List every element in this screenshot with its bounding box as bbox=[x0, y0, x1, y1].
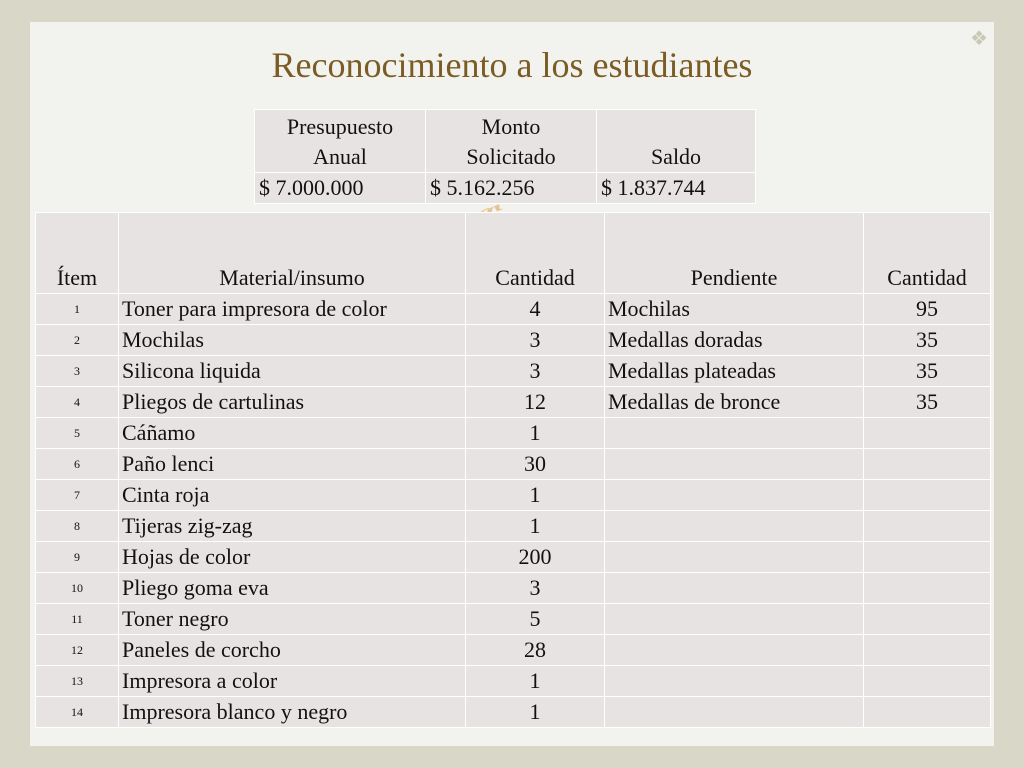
header-cantidad: Cantidad bbox=[466, 213, 605, 294]
item-number: 3 bbox=[36, 356, 119, 387]
item-number: 13 bbox=[36, 666, 119, 697]
cantidad-cell: 1 bbox=[466, 511, 605, 542]
item-number: 11 bbox=[36, 604, 119, 635]
table-row bbox=[36, 635, 991, 666]
item-number: 2 bbox=[36, 325, 119, 356]
pendiente-cell: Medallas doradas bbox=[605, 325, 864, 356]
table-row bbox=[36, 604, 991, 635]
budget-annual-value: $ 7.000.000 bbox=[255, 173, 426, 204]
slide-title: Reconocimiento a los estudiantes bbox=[271, 45, 753, 85]
cantidad-cell: 3 bbox=[466, 356, 605, 387]
table-row bbox=[36, 387, 991, 418]
cantidad-cell: 4 bbox=[466, 294, 605, 325]
cantidad-pendiente-cell bbox=[864, 418, 991, 449]
cantidad-pendiente-cell: 35 bbox=[864, 325, 991, 356]
budget-header-cell: Monto Solicitado bbox=[426, 110, 597, 173]
cantidad-pendiente-cell bbox=[864, 511, 991, 542]
item-number: 6 bbox=[36, 449, 119, 480]
cantidad-pendiente-cell: 35 bbox=[864, 356, 991, 387]
material-cell: Impresora blanco y negro bbox=[119, 697, 466, 728]
budget-table bbox=[254, 109, 756, 204]
item-number: 10 bbox=[36, 573, 119, 604]
material-cell: Mochilas bbox=[119, 325, 466, 356]
cantidad-cell: 1 bbox=[466, 666, 605, 697]
cantidad-cell: 5 bbox=[466, 604, 605, 635]
cantidad-cell: 1 bbox=[466, 480, 605, 511]
pendiente-cell bbox=[605, 604, 864, 635]
pendiente-cell bbox=[605, 511, 864, 542]
material-cell: Cinta roja bbox=[119, 480, 466, 511]
material-cell: Tijeras zig-zag bbox=[119, 511, 466, 542]
cantidad-cell: 200 bbox=[466, 542, 605, 573]
item-number: 12 bbox=[36, 635, 119, 666]
pendiente-cell bbox=[605, 666, 864, 697]
header-material: Material/insumo bbox=[119, 213, 466, 294]
budget-header-cell: Saldo bbox=[597, 110, 756, 173]
pendiente-cell bbox=[605, 635, 864, 666]
cantidad-pendiente-cell bbox=[864, 635, 991, 666]
budget-header-cell: Presupuesto Anual bbox=[255, 110, 426, 173]
cantidad-pendiente-cell bbox=[864, 604, 991, 635]
item-number: 5 bbox=[36, 418, 119, 449]
table-row bbox=[36, 697, 991, 728]
corner-ornament-icon: ❖ bbox=[970, 26, 988, 50]
cantidad-cell: 1 bbox=[466, 697, 605, 728]
cantidad-cell: 1 bbox=[466, 418, 605, 449]
pendiente-cell bbox=[605, 418, 864, 449]
cantidad-cell: 12 bbox=[466, 387, 605, 418]
pendiente-cell bbox=[605, 480, 864, 511]
table-row bbox=[36, 480, 991, 511]
material-cell: Cáñamo bbox=[119, 418, 466, 449]
table-row bbox=[36, 666, 991, 697]
cantidad-cell: 3 bbox=[466, 325, 605, 356]
pendiente-cell: Mochilas bbox=[605, 294, 864, 325]
material-cell: Paneles de corcho bbox=[119, 635, 466, 666]
material-cell: Pliegos de cartulinas bbox=[119, 387, 466, 418]
item-number: 7 bbox=[36, 480, 119, 511]
item-number: 4 bbox=[36, 387, 119, 418]
cantidad-pendiente-cell bbox=[864, 666, 991, 697]
item-number: 14 bbox=[36, 697, 119, 728]
material-cell: Hojas de color bbox=[119, 542, 466, 573]
table-row bbox=[36, 449, 991, 480]
table-row bbox=[36, 418, 991, 449]
table-row bbox=[36, 356, 991, 387]
table-row bbox=[36, 294, 991, 325]
budget-requested-value: $ 5.162.256 bbox=[426, 173, 597, 204]
pendiente-cell bbox=[605, 449, 864, 480]
cantidad-pendiente-cell bbox=[864, 480, 991, 511]
cantidad-pendiente-cell: 95 bbox=[864, 294, 991, 325]
pendiente-cell bbox=[605, 573, 864, 604]
table-row bbox=[36, 542, 991, 573]
cantidad-cell: 3 bbox=[466, 573, 605, 604]
pendiente-cell bbox=[605, 697, 864, 728]
material-cell: Paño lenci bbox=[119, 449, 466, 480]
pendiente-cell bbox=[605, 542, 864, 573]
pendiente-cell: Medallas plateadas bbox=[605, 356, 864, 387]
header-item: Ítem bbox=[36, 213, 119, 294]
cantidad-pendiente-cell bbox=[864, 573, 991, 604]
material-cell: Toner negro bbox=[119, 604, 466, 635]
material-cell: Impresora a color bbox=[119, 666, 466, 697]
item-number: 1 bbox=[36, 294, 119, 325]
cantidad-pendiente-cell bbox=[864, 449, 991, 480]
table-row bbox=[36, 325, 991, 356]
header-pendiente: Pendiente bbox=[605, 213, 864, 294]
cantidad-cell: 30 bbox=[466, 449, 605, 480]
material-cell: Silicona liquida bbox=[119, 356, 466, 387]
material-cell: Toner para impresora de color bbox=[119, 294, 466, 325]
pendiente-cell: Medallas de bronce bbox=[605, 387, 864, 418]
header-cantidad-pendiente: Cantidad bbox=[864, 213, 991, 294]
cantidad-pendiente-cell: 35 bbox=[864, 387, 991, 418]
cantidad-pendiente-cell bbox=[864, 697, 991, 728]
items-table bbox=[35, 212, 991, 728]
cantidad-pendiente-cell bbox=[864, 542, 991, 573]
item-number: 8 bbox=[36, 511, 119, 542]
table-row bbox=[36, 573, 991, 604]
table-row bbox=[36, 511, 991, 542]
item-number: 9 bbox=[36, 542, 119, 573]
cantidad-cell: 28 bbox=[466, 635, 605, 666]
material-cell: Pliego goma eva bbox=[119, 573, 466, 604]
budget-balance-value: $ 1.837.744 bbox=[597, 173, 756, 204]
